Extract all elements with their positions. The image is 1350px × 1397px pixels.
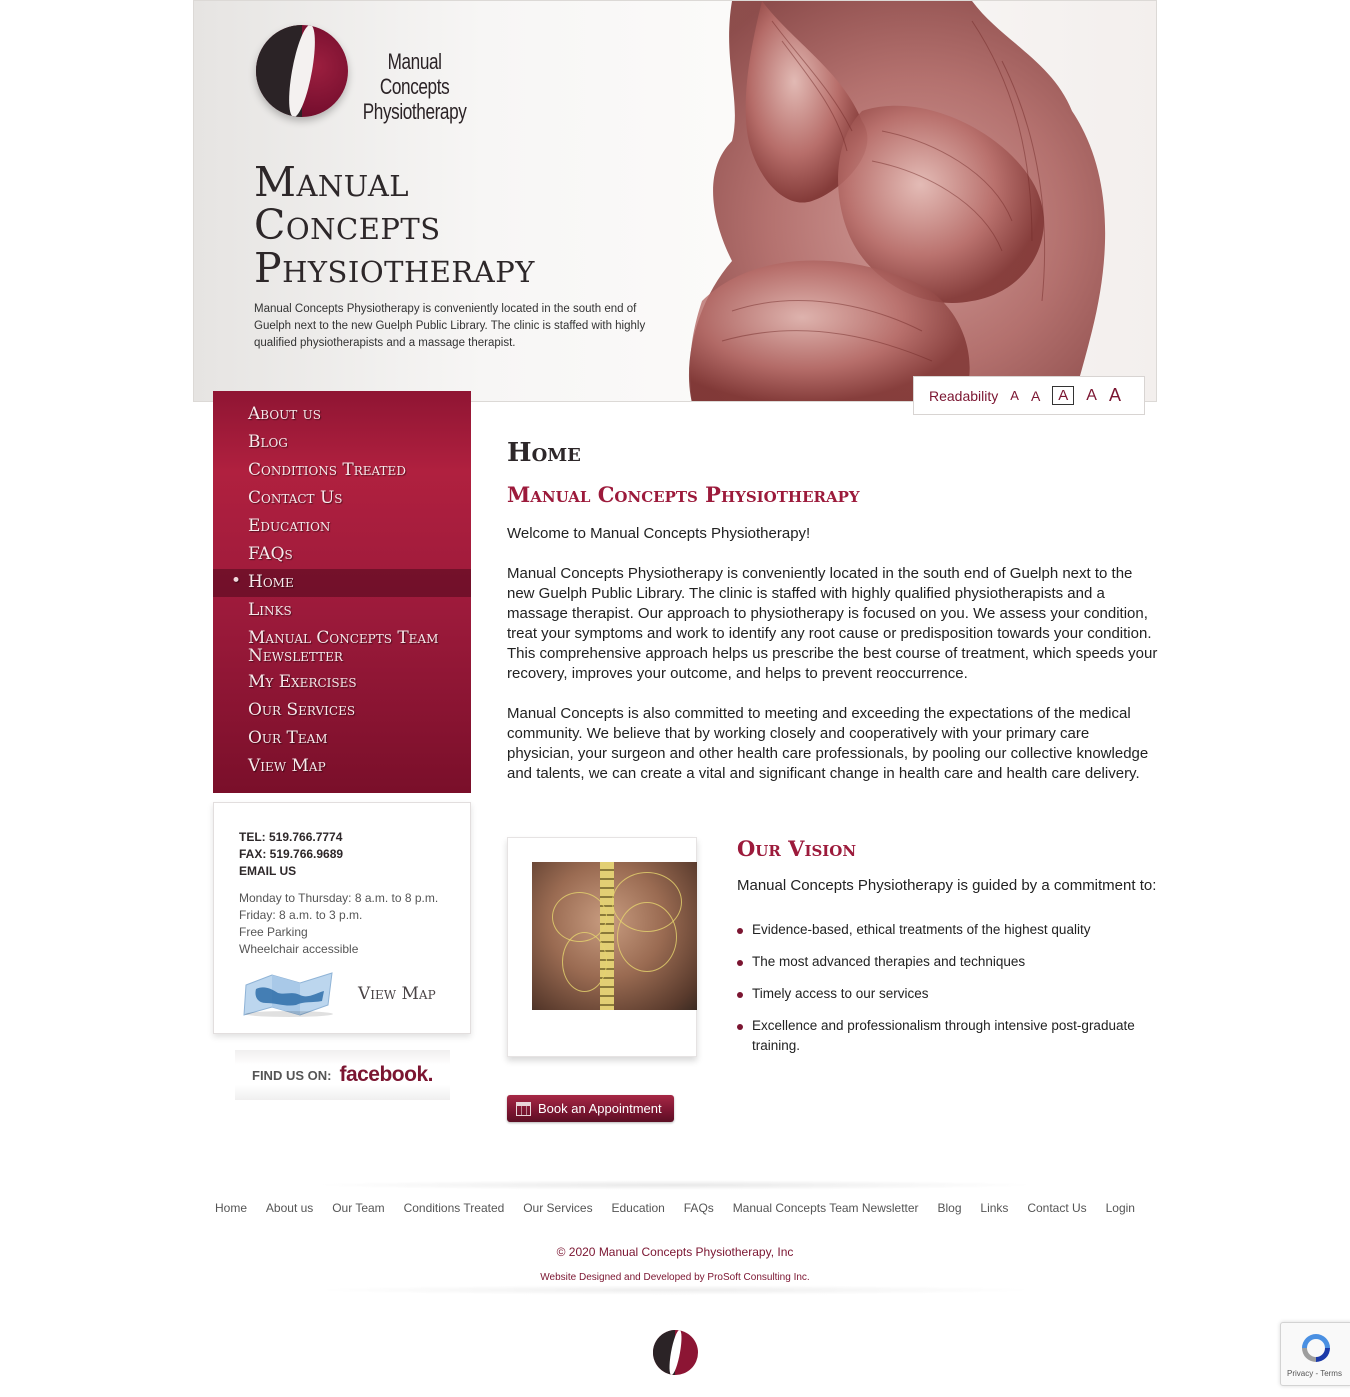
recaptcha-terms[interactable]: Privacy - Terms bbox=[1287, 1369, 1342, 1378]
footer-divider bbox=[310, 1285, 1040, 1295]
nav-item-links[interactable]: Links bbox=[248, 600, 292, 620]
welcome-text: Welcome to Manual Concepts Physiotherapy! bbox=[507, 525, 811, 542]
readability-label: Readability bbox=[929, 387, 999, 404]
nav-item-education[interactable]: Education bbox=[248, 516, 331, 536]
map-icon bbox=[242, 971, 336, 1017]
footer-link-links[interactable]: Links bbox=[980, 1201, 1009, 1215]
sidebar-nav bbox=[213, 391, 471, 793]
logo-text[interactable] bbox=[360, 49, 469, 124]
hero-title bbox=[254, 158, 654, 292]
nav-item-about-us[interactable]: About us bbox=[248, 404, 322, 424]
recaptcha-badge[interactable] bbox=[1280, 1322, 1350, 1386]
hero-title-line1: Manual bbox=[254, 158, 410, 206]
font-size-l-button[interactable]: A bbox=[1086, 386, 1097, 404]
nav-item-conditions-treated[interactable]: Conditions Treated bbox=[248, 460, 406, 480]
font-size-s-button[interactable]: A bbox=[1030, 387, 1041, 404]
main-content bbox=[507, 434, 1159, 784]
nav-item-view-map[interactable]: View Map bbox=[248, 756, 326, 776]
hero-description: Manual Concepts Physiotherapy is conveniently located in the south end of Guelph next to the new Guelph Public Library. The clinic is staffed with highly qualified physiotherapists and a massage therapist. bbox=[254, 303, 646, 349]
book-appointment-label: Book an Appointment bbox=[538, 1101, 662, 1116]
vision-intro: Manual Concepts Physiotherapy is guided by a commitment to: bbox=[737, 877, 1157, 894]
copyright: © 2020 Manual Concepts Physiotherapy, Inc bbox=[556, 1245, 794, 1259]
hours-item: Monday to Thursday: 8 a.m. to 8 p.m. bbox=[239, 891, 439, 905]
nav-item-newsletter[interactable]: Manual Concepts Team Newsletter bbox=[248, 628, 439, 666]
nav-item-our-services[interactable]: Our Services bbox=[248, 700, 356, 720]
nav-item-blog[interactable]: Blog bbox=[248, 432, 288, 452]
vision-list bbox=[737, 920, 1159, 1056]
recaptcha-icon bbox=[1299, 1331, 1333, 1365]
hours-item: Wheelchair accessible bbox=[239, 942, 359, 956]
logo-text-line2: Physiotherapy bbox=[362, 99, 467, 124]
font-size-xl-button[interactable]: A bbox=[1108, 385, 1121, 405]
header-banner bbox=[193, 0, 1157, 402]
developer-credit-link[interactable]: Website Designed and Developed by ProSoft Consulting Inc. bbox=[540, 1272, 810, 1283]
nav-item-faqs[interactable]: FAQs bbox=[248, 544, 293, 564]
contact-box bbox=[213, 802, 471, 1034]
list-item: The most advanced therapies and techniques bbox=[737, 952, 1159, 972]
view-map-link[interactable] bbox=[242, 971, 452, 1017]
footer-link-newsletter[interactable]: Manual Concepts Team Newsletter bbox=[732, 1201, 919, 1215]
footer-link-education[interactable]: Education bbox=[611, 1201, 665, 1215]
list-item: Excellence and professionalism through intensive post-graduate training. bbox=[737, 1016, 1159, 1056]
footer-link-home[interactable]: Home bbox=[215, 1201, 248, 1215]
footer-divider bbox=[310, 1180, 1040, 1190]
nav-item-contact-us[interactable]: Contact Us bbox=[248, 488, 343, 508]
find-us-label: FIND US ON: bbox=[252, 1067, 332, 1083]
anatomy-illustration bbox=[672, 1, 1157, 402]
footer-link-faqs[interactable]: FAQs bbox=[683, 1201, 714, 1215]
page-title: Home bbox=[507, 438, 581, 468]
vision-title: Our Vision bbox=[737, 836, 857, 861]
facebook-logo: facebook. bbox=[339, 1063, 433, 1086]
footer-nav bbox=[205, 1201, 1145, 1215]
email-link[interactable]: EMAIL US bbox=[239, 864, 297, 878]
footer-link-our-team[interactable]: Our Team bbox=[332, 1201, 385, 1215]
nav-item-our-team[interactable]: Our Team bbox=[248, 728, 328, 748]
footer-link-our-services[interactable]: Our Services bbox=[523, 1201, 593, 1215]
hours-item: Free Parking bbox=[239, 925, 308, 939]
view-map-label: View Map bbox=[358, 984, 436, 1004]
readability-controls bbox=[913, 376, 1145, 415]
vision-image-frame bbox=[507, 837, 697, 1057]
logo-mark[interactable] bbox=[256, 25, 348, 117]
nav-item-home[interactable]: • Home bbox=[213, 569, 471, 597]
font-size-m-button[interactable]: A bbox=[1052, 386, 1074, 405]
footer-link-login[interactable]: Login bbox=[1105, 1201, 1135, 1215]
hero-title-line3: Physiotherapy bbox=[254, 244, 535, 292]
logo-text-line1: Manual Concepts bbox=[379, 49, 450, 99]
list-item: Evidence-based, ethical treatments of the highest quality bbox=[737, 920, 1159, 940]
footer-logo-mark bbox=[653, 1330, 698, 1375]
facebook-link[interactable] bbox=[235, 1050, 450, 1100]
hours-list bbox=[239, 890, 470, 958]
footer-link-conditions-treated[interactable]: Conditions Treated bbox=[403, 1201, 505, 1215]
nav-item-my-exercises[interactable]: My Exercises bbox=[248, 672, 357, 692]
footer-link-blog[interactable]: Blog bbox=[937, 1201, 962, 1215]
fax-number: FAX: 519.766.9689 bbox=[239, 847, 344, 861]
footer-link-contact-us[interactable]: Contact Us bbox=[1027, 1201, 1087, 1215]
spine-photo bbox=[532, 862, 697, 1010]
page-subtitle: Manual Concepts Physiotherapy bbox=[507, 482, 860, 507]
commitment-paragraph: Manual Concepts is also committed to meeting and exceeding the expectations of the medical community. We believe that by working closely and cooperatively with your primary care physician, your surgeon and other health care professionals, by pooling our collective knowledge and talents, we can create a vital and significant change in health care and health care delivery. bbox=[507, 705, 1149, 782]
hours-item: Friday: 8 a.m. to 3 p.m. bbox=[239, 908, 363, 922]
intro-paragraph: Manual Concepts Physiotherapy is conveniently located in the south end of Guelph next to the new Guelph Public Library. The clinic is staffed with highly qualified physiotherapists and a massage therapist. Our approach to physiotherapy is focused on you. We assess your condition, treat your symptoms and work to identify any root cause or predisposition towards your condition. This comprehensive approach helps us prescribe the best course of treatment, which speeds your recovery, improves your outcome, and helps to prevent reoccurrence. bbox=[507, 565, 1158, 682]
list-item: Timely access to our services bbox=[737, 984, 1159, 1004]
phone-number[interactable]: TEL: 519.766.7774 bbox=[239, 830, 343, 844]
vision-section bbox=[737, 834, 1159, 1068]
calendar-icon bbox=[516, 1102, 531, 1116]
font-size-xs-button[interactable]: A bbox=[1010, 388, 1019, 403]
hero-title-line2: Concepts bbox=[254, 201, 441, 249]
book-appointment-button[interactable] bbox=[507, 1095, 674, 1122]
footer-link-about-us[interactable]: About us bbox=[265, 1201, 314, 1215]
